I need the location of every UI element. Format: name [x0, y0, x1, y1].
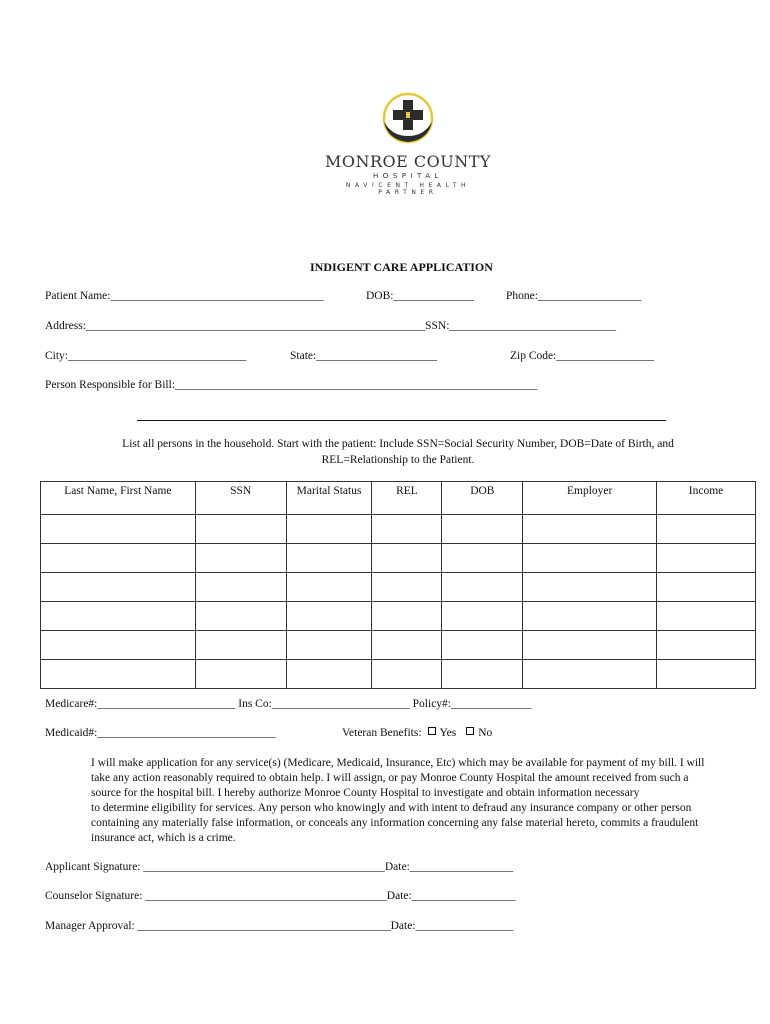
table-cell[interactable]: [195, 544, 286, 573]
applicant-signature-field[interactable]: Applicant Signature: __________________________________________Date:__________________: [45, 861, 514, 873]
table-cell[interactable]: [195, 573, 286, 602]
table-cell[interactable]: [523, 515, 657, 544]
veteran-yes-checkbox[interactable]: [428, 727, 436, 735]
veteran-benefits-label: Veteran Benefits:: [342, 727, 422, 739]
authorization-statement: [91, 756, 716, 846]
table-cell[interactable]: [286, 573, 372, 602]
table-row: [41, 573, 756, 602]
table-cell[interactable]: [657, 602, 756, 631]
table-cell[interactable]: [41, 573, 196, 602]
table-row: [41, 660, 756, 689]
table-cell[interactable]: [442, 660, 523, 689]
table-cell[interactable]: [372, 660, 442, 689]
medicaid-field[interactable]: Medicaid#:_______________________________: [45, 727, 276, 739]
veteran-benefits: [342, 727, 492, 739]
veteran-no-checkbox[interactable]: [466, 727, 474, 735]
header-name: Last Name, First Name: [41, 482, 196, 515]
table-cell[interactable]: [523, 660, 657, 689]
table-row: [41, 602, 756, 631]
state-field[interactable]: State:_____________________: [290, 350, 437, 362]
table-cell[interactable]: [286, 631, 372, 660]
table-cell[interactable]: [523, 631, 657, 660]
header-marital-status: Marital Status: [286, 482, 372, 515]
medicare-ins-policy-field[interactable]: Medicare#:________________________ Ins Co:________________________ Policy#:______________: [45, 698, 532, 710]
table-cell[interactable]: [195, 660, 286, 689]
manager-approval-field[interactable]: Manager Approval: ____________________________________________Date:_________________: [45, 920, 514, 932]
hospital-emblem-icon: [378, 92, 438, 148]
table-cell[interactable]: [372, 602, 442, 631]
table-cell[interactable]: [442, 631, 523, 660]
table-cell[interactable]: [286, 515, 372, 544]
table-cell[interactable]: [657, 515, 756, 544]
logo-subtitle: HOSPITAL: [373, 172, 443, 180]
statement-part-1: I will make application for any service(s) (Medicare, Medicaid, Insurance, Etc) which may be available for payment of my bill. I will take any action reasonably required to obtain help. I will assign, or pay Monroe County Hospital the amount received from such a source for the hospital bill. I hereby authorize Monroe County Hospital to investigate and obtain information necessary: [91, 757, 705, 799]
phone-field[interactable]: Phone:__________________: [506, 290, 642, 302]
counselor-signature-field[interactable]: Counselor Signature: __________________________________________Date:__________________: [45, 890, 516, 902]
patient-name-field[interactable]: Patient Name:_____________________________________: [45, 290, 324, 302]
zip-field[interactable]: Zip Code:_________________: [510, 350, 655, 362]
table-cell[interactable]: [372, 515, 442, 544]
table-cell[interactable]: [41, 631, 196, 660]
address-ssn-field[interactable]: Address:___________________________________________________________SSN:_____________________________: [45, 320, 617, 332]
table-cell[interactable]: [657, 660, 756, 689]
table-cell[interactable]: [442, 515, 523, 544]
table-cell[interactable]: [657, 631, 756, 660]
section-divider: [137, 420, 666, 421]
table-cell[interactable]: [286, 660, 372, 689]
table-row: [41, 544, 756, 573]
table-row: [41, 515, 756, 544]
table-cell[interactable]: [442, 573, 523, 602]
veteran-yes-label: Yes: [439, 727, 457, 739]
table-cell[interactable]: [195, 631, 286, 660]
header-employer: Employer: [523, 482, 657, 515]
table-cell[interactable]: [523, 573, 657, 602]
header-income: Income: [657, 482, 756, 515]
veteran-no-label: No: [478, 727, 493, 739]
table-cell[interactable]: [372, 631, 442, 660]
table-cell[interactable]: [41, 544, 196, 573]
table-cell[interactable]: [657, 544, 756, 573]
dob-field[interactable]: DOB:______________: [366, 290, 474, 302]
header-dob: DOB: [442, 482, 523, 515]
table-cell[interactable]: [442, 602, 523, 631]
hospital-logo: [318, 92, 498, 196]
table-cell[interactable]: [657, 573, 756, 602]
table-cell[interactable]: [41, 660, 196, 689]
header-ssn: SSN: [195, 482, 286, 515]
household-table: [40, 481, 756, 689]
statement-part-2: to determine eligibility for services. Any person who knowingly and with intent to defraud any insurance company or other person containing any materially false information, or conceals any information concerning any false material hereto, commits a fraudulent insurance act, which is a crime.: [91, 802, 699, 844]
table-cell[interactable]: [286, 544, 372, 573]
table-cell[interactable]: [195, 602, 286, 631]
table-cell[interactable]: [195, 515, 286, 544]
table-cell[interactable]: [523, 602, 657, 631]
city-field[interactable]: City:_______________________________: [45, 350, 247, 362]
header-rel: REL: [372, 482, 442, 515]
form-title: INDIGENT CARE APPLICATION: [310, 260, 493, 274]
table-cell[interactable]: [372, 573, 442, 602]
table-header-row: [41, 482, 756, 515]
table-cell[interactable]: [41, 515, 196, 544]
logo-tagline: NAVICENT HEALTH PARTNER: [345, 182, 471, 196]
table-cell[interactable]: [41, 602, 196, 631]
table-row: [41, 631, 756, 660]
instructions-line-1: List all persons in the household. Start with the patient: Include SSN=Social Security Number, DOB=Date of Birth, and: [122, 438, 674, 450]
logo-name: MONROE COUNTY: [324, 152, 491, 171]
table-cell[interactable]: [442, 544, 523, 573]
instructions-line-2: REL=Relationship to the Patient.: [321, 454, 475, 466]
table-cell[interactable]: [523, 544, 657, 573]
responsible-party-field[interactable]: Person Responsible for Bill:_______________________________________________________________: [45, 379, 538, 391]
table-cell[interactable]: [372, 544, 442, 573]
table-cell[interactable]: [286, 602, 372, 631]
